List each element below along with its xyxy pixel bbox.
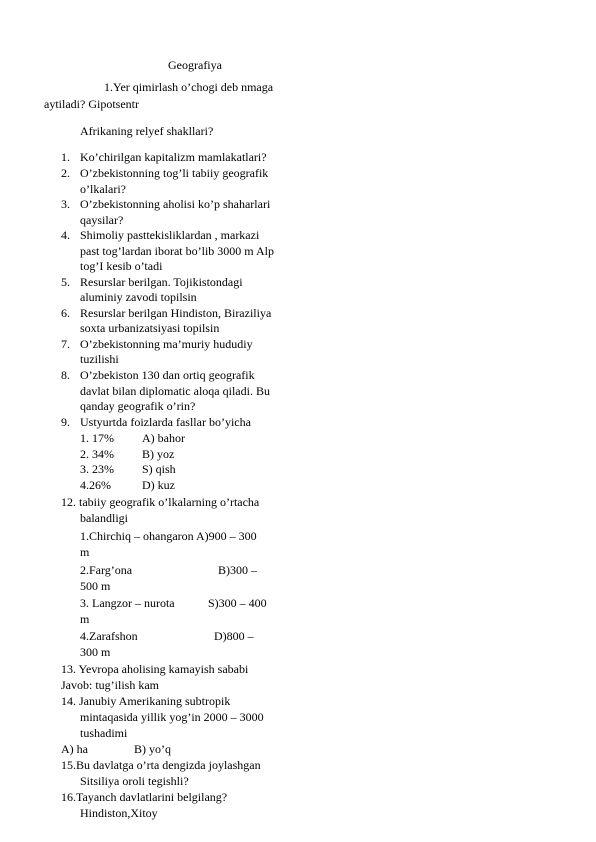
intro-line-1: 1.Yer qimirlash o’chogi deb nmaga xyxy=(104,80,274,94)
match-left: 2.Farg’ona xyxy=(80,563,133,577)
question-number: 6. xyxy=(61,306,70,320)
question-14-line-2: mintaqasida yillik yog’in 2000 – 3000 xyxy=(80,710,264,724)
question-text: O’zbekistonning aholisi ko’p shaharlari xyxy=(80,197,271,211)
question-number: 7. xyxy=(61,337,70,351)
question-number: 8. xyxy=(61,368,70,382)
match-right: D)800 – xyxy=(214,629,254,643)
question-text: tog’I kesib o’tadi xyxy=(80,259,163,273)
match-cont: m xyxy=(80,612,90,626)
question-text: soxta urbanizatsiyasi topilsin xyxy=(80,321,220,335)
subheading: Afrikaning relyef shakllari? xyxy=(80,124,214,138)
option-right: B) yoz xyxy=(142,447,175,461)
question-number: 5. xyxy=(61,275,70,289)
question-14-line-3: tushadimi xyxy=(80,726,128,740)
match-cont: 500 m xyxy=(80,579,111,593)
option-right: D) kuz xyxy=(142,478,175,492)
question-text: qanday geografik o’rin? xyxy=(80,399,196,413)
question-text: Resurslar berilgan. Tojikistondagi xyxy=(80,275,243,289)
question-text: Ko’chirilgan kapitalizm mamlakatlari? xyxy=(80,150,267,164)
question-text: O’zbekistonning tog’li tabiiy geografik xyxy=(80,166,269,180)
question-text: O’zbekiston 130 dan ortiq geografik xyxy=(80,368,255,382)
question-13-answer: Javob: tug’ilish kam xyxy=(61,678,159,692)
question-text: O’zbekistonning ma’muriy hududiy xyxy=(80,337,253,351)
question-12-line-1: 12. tabiiy geografik o’lkalarning o’rtacha xyxy=(61,495,260,509)
question-16-line-1: 16.Tayanch davlatlarini belgilang? xyxy=(61,790,228,804)
question-text: o’lkalari? xyxy=(80,182,126,196)
question-16-line-2: Hindiston,Xitoy xyxy=(80,806,158,820)
answer-a: A) ha xyxy=(61,742,88,756)
question-text: aluminiy zavodi topilsin xyxy=(80,290,197,304)
match-right: B)300 – xyxy=(218,563,257,577)
question-number: 4. xyxy=(61,228,70,242)
document-title: Geografiya xyxy=(168,58,222,72)
option-right: S) qish xyxy=(142,462,176,476)
match-left: 4.Zarafshon xyxy=(80,629,138,643)
question-number: 9. xyxy=(61,415,70,429)
question-13: 13. Yevropa aholising kamayish sababi xyxy=(61,662,249,676)
option-left: 4.26% xyxy=(80,478,111,492)
question-15-line-1: 15.Bu davlatga o’rta dengizda joylashgan xyxy=(61,758,261,772)
answer-b: B) yo’q xyxy=(134,742,171,756)
option-left: 1. 17% xyxy=(80,431,114,445)
match-right: A)900 – 300 xyxy=(196,529,257,543)
option-right: A) bahor xyxy=(142,431,185,445)
question-14-line-1: 14. Janubiy Amerikaning subtropik xyxy=(61,694,231,708)
question-text: davlat bilan diplomatic aloqa qiladi. Bu xyxy=(80,384,270,398)
question-text: qaysilar? xyxy=(80,213,124,227)
option-left: 3. 23% xyxy=(80,462,114,476)
option-left: 2. 34% xyxy=(80,447,114,461)
match-left: 1.Chirchiq – ohangaron xyxy=(80,529,194,543)
match-cont: 300 m xyxy=(80,645,111,659)
question-number: 2. xyxy=(61,166,70,180)
question-text: Resurslar berilgan Hindiston, Biraziliya xyxy=(80,306,272,320)
question-number: 1. xyxy=(61,150,70,164)
match-left: 3. Langzor – nurota xyxy=(80,596,175,610)
question-text: Shimoliy pasttekisliklardan , markazi xyxy=(80,228,260,242)
question-text: tuzilishi xyxy=(80,352,119,366)
intro-line-2: aytiladi? Gipotsentr xyxy=(44,97,139,111)
match-right: S)300 – 400 xyxy=(208,596,267,610)
question-number: 3. xyxy=(61,197,70,211)
question-15-line-2: Sitsiliya oroli tegishli? xyxy=(80,774,189,788)
question-text: past tog’lardan iborat bo’lib 3000 m Alp xyxy=(80,244,274,258)
question-text: Ustyurtda foizlarda fasllar bo’yicha xyxy=(80,415,251,429)
match-cont: m xyxy=(80,545,90,559)
question-12-line-2: balandligi xyxy=(80,511,128,525)
